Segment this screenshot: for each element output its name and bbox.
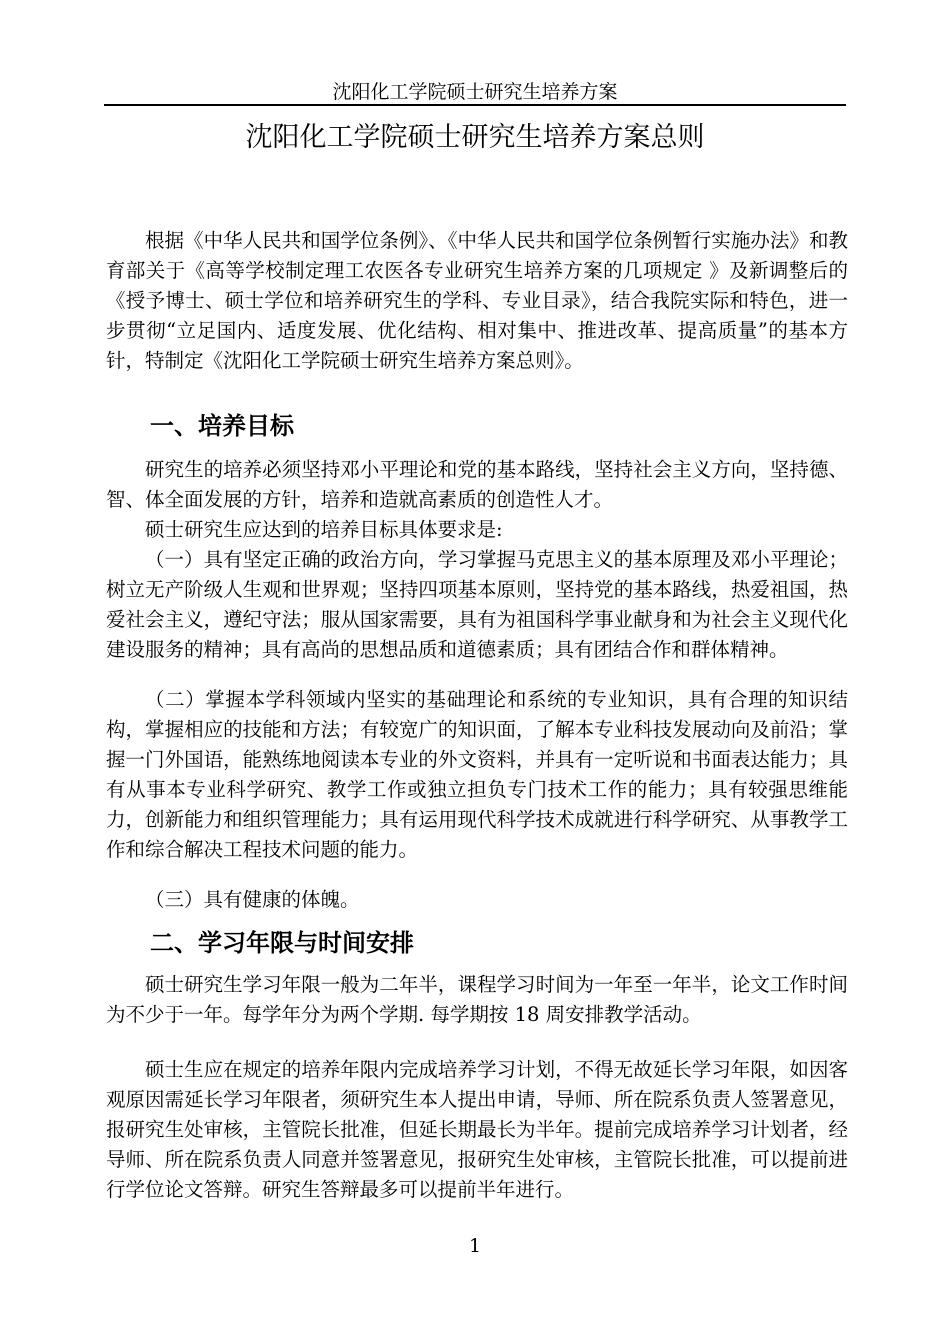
document-title: 沈阳化工学院硕士研究生培养方案总则: [245, 122, 705, 153]
list-item-political-direction: （一）具有坚定正确的政治方向，学习掌握马克思主义的基本原理及邓小平理论；树立无产阶级人生观和世界观；坚持四项基本原则，坚持党的基本路线，热爱祖国，热爱社会主义，遵纪守法；服从国家需要，具有为祖国科学事业献身和为社会主义现代化建设服务的精神；具有高尚的思想品质和道德素质；具有团结合作和群体精神。: [106, 548, 848, 661]
paragraph-extension-policy: 硕士生应在规定的培养年限内完成培养学习计划，不得无故延长学习年限，如因客观原因需延长学习年限者，须研究生本人提出申请，导师、所在院系负责人签署意见，报研究生处审核，主管院长批准，但延长期最长为半年。提前完成培养学习计划者，经导师、所在院系负责人同意并签署意见，报研究生处审核，主管院长批准，可以提前进行学位论文答辩。研究生答辩最多可以提前半年进行。: [106, 1058, 848, 1201]
header-divider: [104, 104, 846, 106]
list-item-knowledge-ability: （二）掌握本学科领域内坚实的基础理论和系统的专业知识，具有合理的知识结构，掌握相应的技能和方法；有较宽广的知识面，了解本专业科技发展动向及前沿；掌握一门外国语，能熟练地阅读本专业的外文资料，并具有一定听说和书面表达能力；具有从事本专业科学研究、教学工作或独立担负专门技术工作的能力；具有较强思维能力，创新能力和组织管理能力；具有运用现代科学技术成就进行科学研究、从事教学工作和综合解决工程技术问题的能力。: [106, 688, 848, 861]
paragraph-duration: 硕士研究生学习年限一般为二年半，课程学习时间为一年至一年半，论文工作时间为不少于一年。每学年分为两个学期. 每学期按 18 周安排教学活动。: [106, 973, 848, 1026]
paragraph-training-principle: 研究生的培养必须坚持邓小平理论和党的基本路线，坚持社会主义方向，坚持德、智、体全面发展的方针，培养和造就高素质的创造性人才。: [106, 458, 848, 511]
list-item-health: （三）具有健康的体魄。: [145, 888, 360, 911]
section-heading-study-duration: 二、学习年限与时间安排: [150, 929, 414, 957]
paragraph-requirements-intro: 硕士研究生应达到的培养目标具体要求是:: [145, 518, 503, 541]
intro-paragraph: 根据《中华人民共和国学位条例》、《中华人民共和国学位条例暂行实施办法》和教育部关于《高等学校制定理工农医各专业研究生培养方案的几项规定 》及新调整后的《授予博士、硕士学位和培养研究生的学科、专业目录》，结合我院实际和特色，进一步贯彻“立足国内、适度发展、优化结构、相对集中、推进改革、提高质量”的基本方针，特制定《沈阳化工学院硕士研究生培养方案总则》。: [106, 229, 848, 372]
section-heading-training-objectives: 一、培养目标: [150, 412, 294, 440]
running-header: 沈阳化工学院硕士研究生培养方案: [332, 81, 618, 103]
page-number: 1: [468, 1235, 482, 1257]
